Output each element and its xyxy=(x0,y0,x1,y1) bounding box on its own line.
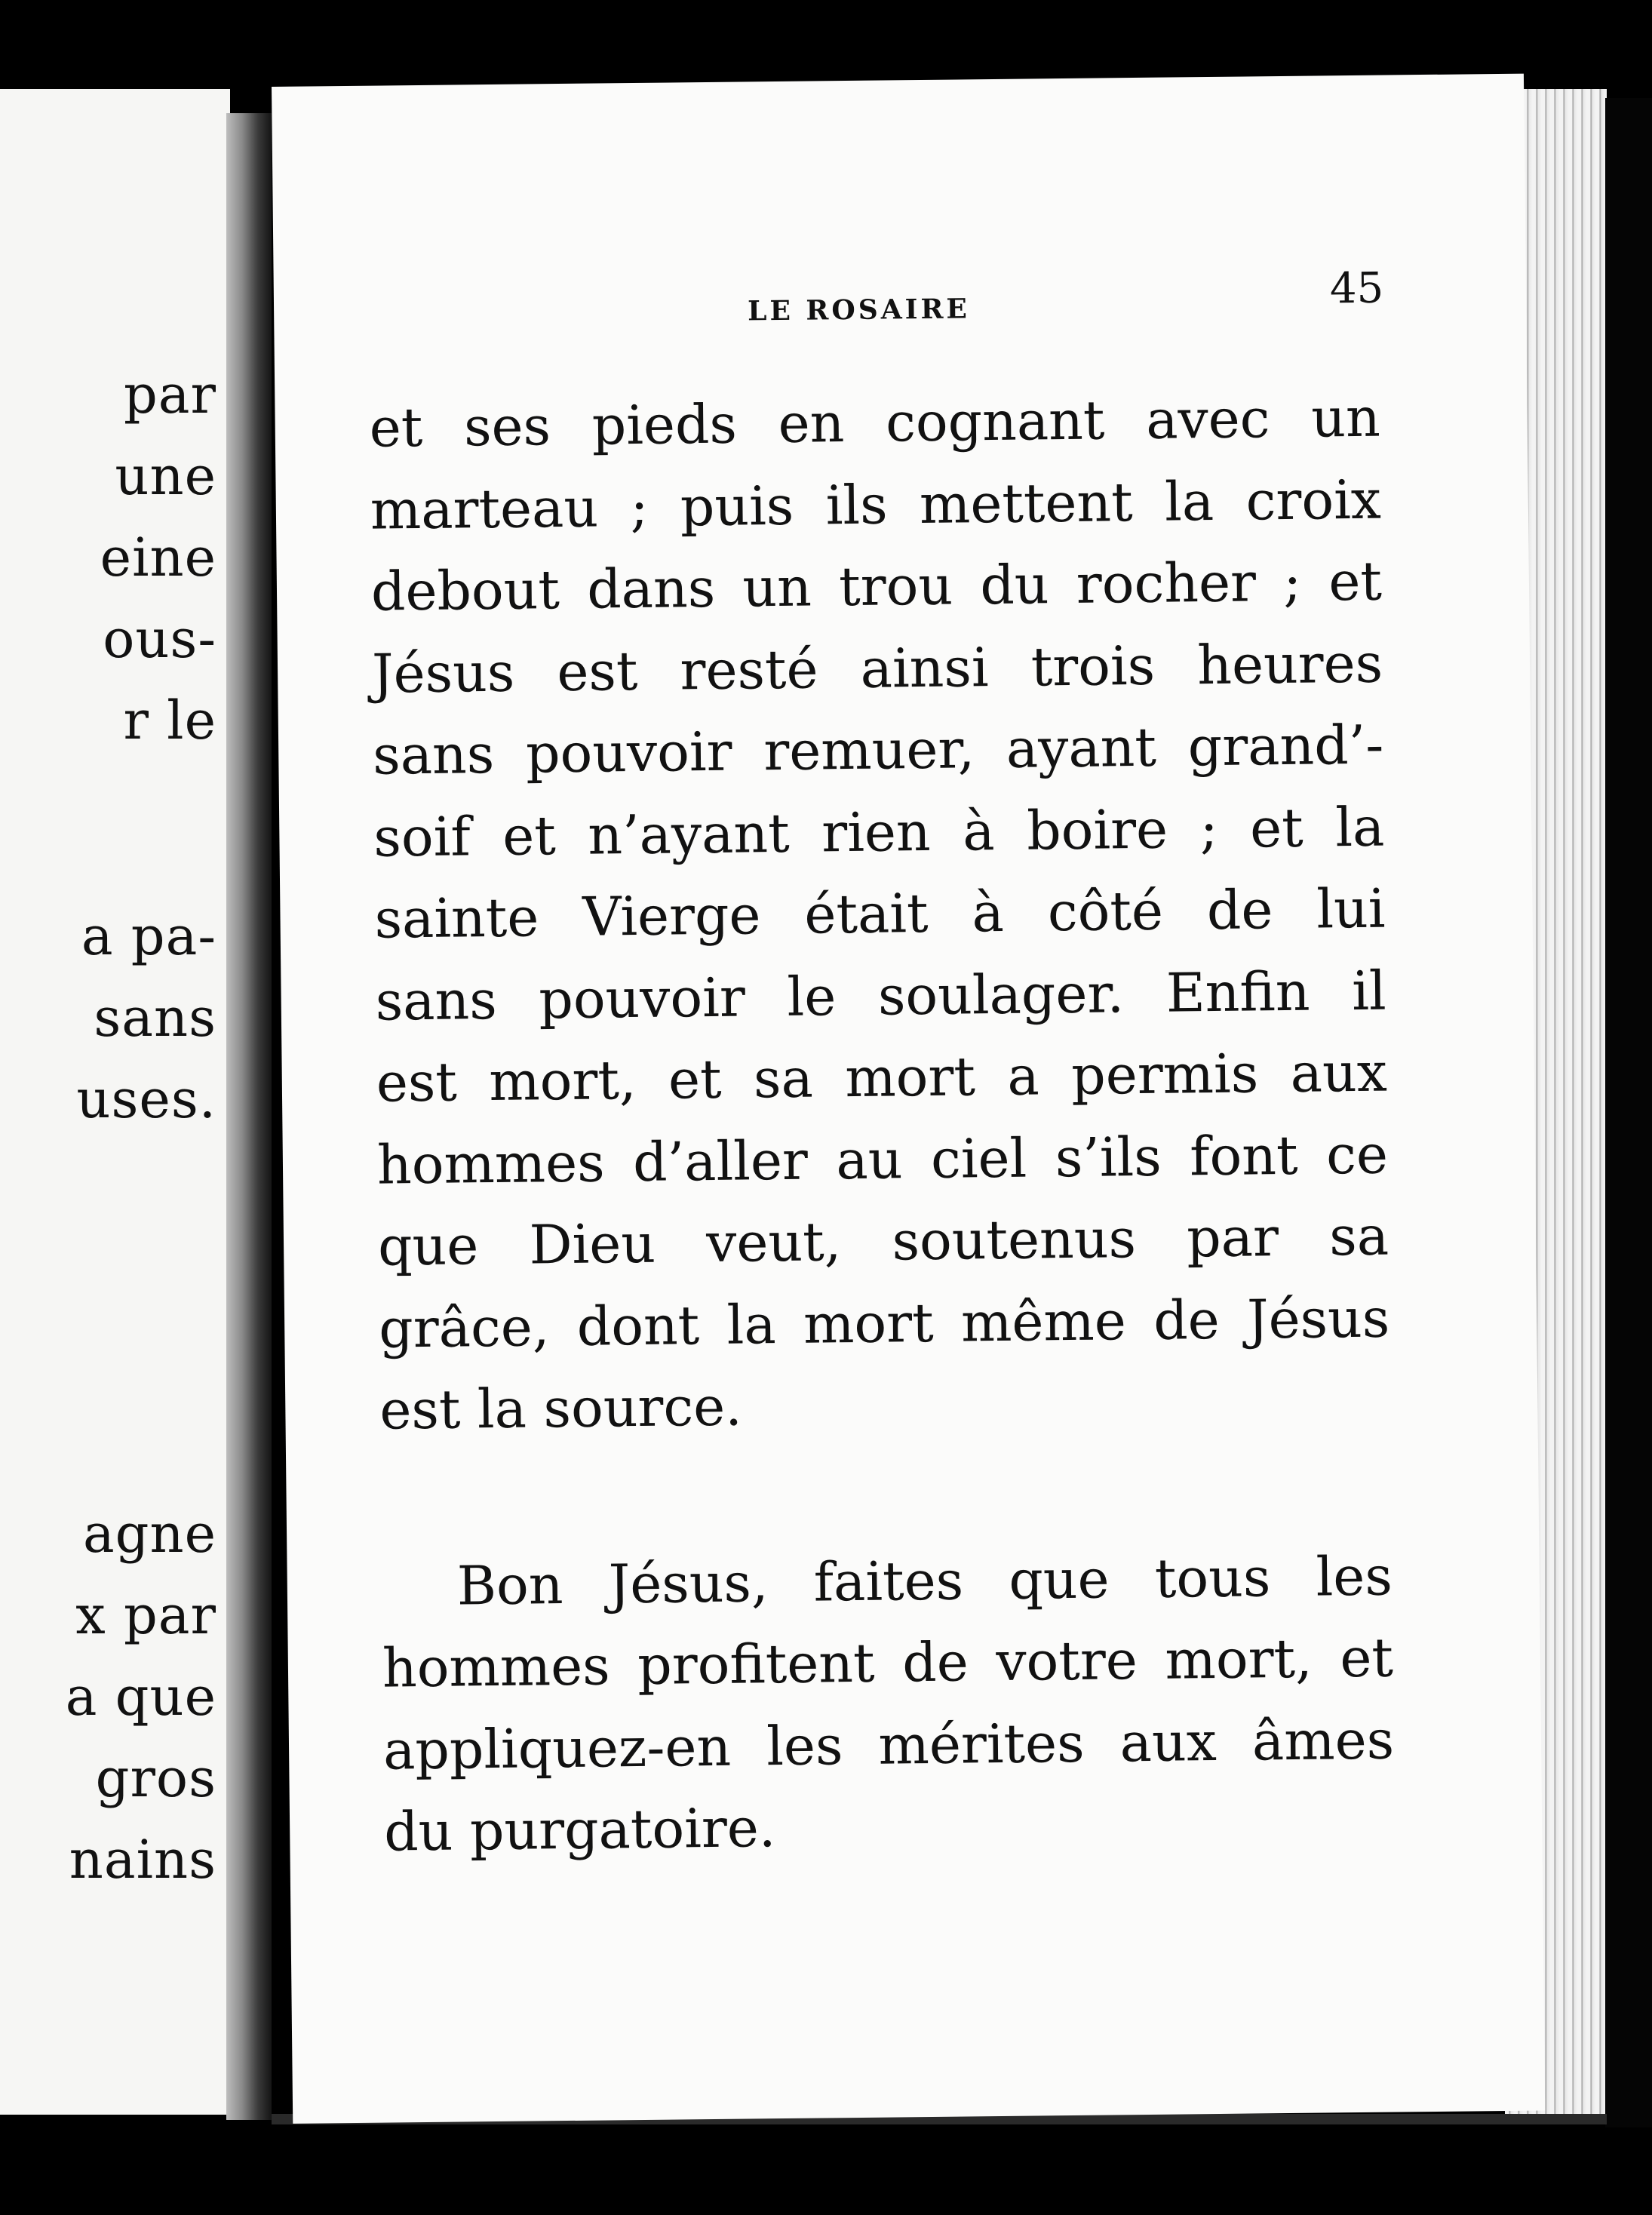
text-line: soif et n’ayant rien à boire ; et la xyxy=(373,795,1385,869)
text-line: Jésus est resté ainsi trois heures xyxy=(371,631,1383,705)
text-line: sans pouvoir le soulager. Enfin il xyxy=(375,959,1387,1033)
text-line: hommes d’aller au ciel s’ils font ce xyxy=(376,1123,1389,1197)
left-page-fragment: une xyxy=(115,445,216,507)
text-line: sans pouvoir remuer, ayant grand’- xyxy=(372,713,1384,787)
text-line: marteau ; puis ils mettent la croix xyxy=(370,468,1382,542)
text-line: du purgatoire. xyxy=(383,1796,776,1863)
left-page-fragment: a pa- xyxy=(81,905,216,967)
left-page-fragment: gros xyxy=(95,1747,216,1809)
page-number: 45 xyxy=(1329,263,1384,314)
left-page-fragment: agne xyxy=(82,1503,216,1565)
text-line: Bon Jésus, faites que tous les xyxy=(456,1544,1393,1617)
text-line: et ses pieds en cognant avec un xyxy=(369,386,1381,459)
text-line: est la source. xyxy=(379,1375,743,1442)
prayer-paragraph xyxy=(381,1535,1395,1873)
left-page-fragment: eine xyxy=(100,527,216,588)
left-page-fragment: r le xyxy=(123,690,216,751)
background-edge xyxy=(1605,98,1652,2127)
text-line: hommes profitent de votre mort, et xyxy=(382,1626,1394,1700)
paragraph xyxy=(369,377,1391,1452)
text-line: que Dieu veut, soutenus par sa xyxy=(377,1204,1389,1278)
left-page-fragment: sans xyxy=(94,987,216,1049)
left-page-fragment: a que xyxy=(65,1666,216,1728)
text-line: est mort, et sa mort a permis aux xyxy=(376,1040,1388,1114)
text-line: sainte Vierge était à côté de lui xyxy=(374,877,1386,951)
text-line: debout dans un trou du rocher ; et xyxy=(370,549,1383,623)
running-head: LE ROSAIRE xyxy=(747,293,971,327)
left-page-fragment: uses. xyxy=(76,1068,216,1130)
book-gutter xyxy=(226,113,272,2120)
left-page xyxy=(0,89,230,2115)
left-page-fragment: par xyxy=(123,364,216,425)
text-line: appliquez-en les mérites aux âmes xyxy=(382,1708,1395,1782)
left-page-fragment: nains xyxy=(69,1829,216,1891)
right-page xyxy=(272,74,1545,2124)
text-line: grâce, dont la mort même de Jésus xyxy=(378,1286,1390,1360)
left-page-fragment: x par xyxy=(75,1584,216,1646)
body-text xyxy=(369,377,1396,1873)
left-page-fragment: ous- xyxy=(103,608,216,670)
